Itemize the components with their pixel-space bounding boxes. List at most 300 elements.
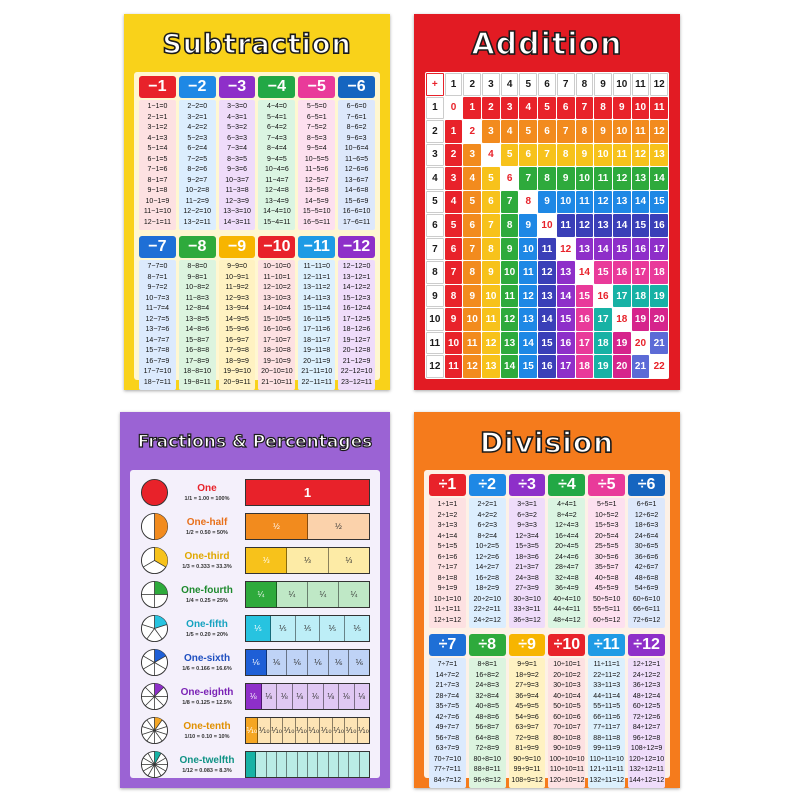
- division-fact: 44÷4=11: [553, 606, 581, 613]
- fraction-circle-icon: [140, 580, 169, 609]
- subtraction-poster: [124, 14, 390, 390]
- addition-cell: 17: [650, 238, 668, 261]
- fraction-bar-segment: ⅕: [271, 616, 296, 641]
- addition-axis-label: 5: [519, 73, 537, 96]
- addition-axis-label: 12: [650, 73, 668, 96]
- division-fact: 100÷10=10: [549, 755, 585, 763]
- division-fact: 24÷6=4: [634, 532, 659, 540]
- subtraction-fact: 8−2=6: [187, 166, 208, 173]
- addition-cell: 15: [613, 238, 631, 261]
- division-fact: 63÷9=7: [515, 724, 539, 731]
- addition-cell: 17: [557, 355, 575, 378]
- division-fact: 24÷2=12: [473, 616, 501, 624]
- addition-axis-label: 8: [576, 73, 594, 96]
- fraction-bar-segment: [256, 752, 266, 777]
- fraction-equivalence: 1/1 = 1.00 = 100%: [184, 496, 230, 502]
- subtraction-fact: 10−6=4: [344, 145, 369, 152]
- subtraction-fact: 18−11=7: [303, 336, 331, 344]
- fraction-bar-segment: ⅒: [258, 718, 270, 743]
- subtraction-fact: 14−11=3: [303, 294, 331, 302]
- subtraction-fact: 7−7=0: [147, 263, 168, 270]
- subtraction-fact: 11−5=6: [305, 166, 329, 173]
- addition-cell: 14: [557, 285, 575, 308]
- addition-cell: 9: [445, 308, 463, 331]
- subtraction-fact: 11−4=7: [265, 176, 289, 184]
- subtraction-fact: 11−7=4: [145, 305, 170, 312]
- subtraction-fact: 17−7=10: [143, 368, 172, 375]
- addition-cell: 13: [632, 167, 650, 190]
- division-header: ÷3: [509, 474, 546, 496]
- division-fact: 7÷1=7: [437, 564, 458, 571]
- subtraction-fact: 11−11=0: [303, 263, 331, 270]
- subtraction-fact: 9−1=8: [147, 187, 168, 194]
- addition-cell: 21: [632, 355, 650, 378]
- division-fact: 16÷2=8: [475, 574, 499, 582]
- division-fact: 15÷3=5: [515, 543, 539, 550]
- fraction-bar-segment: ⅕: [320, 616, 345, 641]
- addition-cell: 11: [445, 355, 463, 378]
- subtraction-fact: 20−10=10: [261, 368, 293, 375]
- division-fact: 50÷10=5: [553, 703, 581, 710]
- subtraction-fact: 15−12=3: [342, 294, 371, 302]
- addition-cell: 8: [482, 238, 500, 261]
- subtraction-fact: 15−11=4: [303, 305, 331, 312]
- addition-cell: 2: [482, 97, 500, 120]
- addition-axis-label: 10: [426, 308, 444, 331]
- addition-cell: 6: [557, 97, 575, 120]
- subtraction-fact: 11−1=10: [143, 208, 171, 215]
- division-fact: 6÷2=3: [477, 522, 498, 529]
- addition-cell: 11: [538, 238, 556, 261]
- subtraction-header: −7: [139, 236, 176, 258]
- addition-cell: 7: [463, 238, 481, 261]
- subtraction-fact: 6−5=1: [306, 113, 327, 121]
- fraction-name: One-third: [184, 551, 230, 562]
- division-fact: 28÷4=7: [555, 564, 579, 571]
- subtraction-fact: 10−7=3: [145, 294, 170, 302]
- fraction-bar-segment: ⅕: [296, 616, 321, 641]
- subtraction-fact: 6−1=5: [147, 155, 168, 163]
- fraction-name: One-half: [186, 517, 228, 528]
- division-fact: 30÷5=6: [594, 553, 619, 561]
- fraction-equivalence: 1/8 = 0.125 = 12.5%: [182, 700, 232, 706]
- division-fact: 1÷1=1: [437, 501, 458, 508]
- addition-cell: 10: [576, 167, 594, 190]
- subtraction-fact: 13−2=11: [183, 218, 211, 226]
- addition-cell: 14: [594, 238, 612, 261]
- fraction-bar-segment: ½: [308, 514, 369, 539]
- division-fact: 80÷8=10: [473, 755, 501, 763]
- fraction-bar: [245, 615, 370, 642]
- addition-cell: 9: [501, 238, 519, 261]
- fraction-label: [169, 755, 245, 774]
- subtraction-column: [258, 260, 295, 390]
- addition-cell: 9: [519, 214, 537, 237]
- addition-axis-label: 3: [426, 144, 444, 167]
- division-fact: 70÷7=10: [433, 755, 462, 763]
- addition-cell: 18: [632, 285, 650, 308]
- division-fact: 80÷10=8: [553, 734, 581, 742]
- subtraction-fact: 11−9=2: [225, 284, 249, 291]
- fraction-bar-segment: ⅓: [246, 548, 287, 573]
- fraction-bar-segment: [287, 752, 297, 777]
- addition-cell: 18: [613, 308, 631, 331]
- division-fact: 14÷2=7: [475, 564, 499, 571]
- addition-corner: +: [426, 73, 444, 96]
- division-fact: 6÷3=2: [517, 511, 537, 519]
- addition-cell: 3: [463, 144, 481, 167]
- fraction-circle-icon: [140, 546, 169, 575]
- subtraction-fact: 18−12=6: [342, 326, 371, 333]
- addition-cell: 7: [576, 97, 594, 120]
- addition-axis-label: 2: [463, 73, 481, 96]
- addition-cell: 19: [632, 308, 650, 331]
- addition-cell: 5: [445, 214, 463, 237]
- division-fact: 88÷8=11: [473, 766, 501, 773]
- fraction-label: [169, 517, 245, 536]
- division-fact: 12÷12=1: [632, 661, 661, 668]
- fraction-bar-segment: ⅛: [262, 684, 278, 709]
- subtraction-fact: 11−8=3: [185, 294, 209, 302]
- addition-cell: 8: [594, 97, 612, 120]
- subtraction-fact: 13−7=6: [145, 326, 170, 333]
- fraction-label: [169, 721, 245, 740]
- division-header: ÷8: [469, 634, 506, 656]
- subtraction-fact: 22−12=10: [340, 368, 373, 375]
- division-fact: 33÷11=3: [593, 682, 621, 689]
- fraction-bar: [245, 751, 370, 778]
- addition-axis-label: 6: [538, 73, 556, 96]
- division-fact: 88÷11=8: [593, 734, 621, 742]
- addition-cell: 15: [632, 214, 650, 237]
- division-fact: 18÷2=9: [475, 585, 499, 592]
- addition-cell: 9: [538, 191, 556, 214]
- addition-cell: 12: [519, 285, 537, 308]
- fraction-row: [140, 478, 370, 507]
- division-fact: 72÷12=6: [632, 713, 661, 721]
- fraction-bar-segment: ⅒: [296, 718, 308, 743]
- division-fact: 48÷8=6: [475, 713, 499, 721]
- addition-cell: 10: [519, 238, 537, 261]
- fraction-bar: [245, 717, 370, 744]
- addition-cell: 12: [557, 238, 575, 261]
- division-fact: 50÷5=10: [593, 595, 621, 603]
- division-fact: 28÷7=4: [435, 692, 460, 700]
- division-fact: 33÷3=11: [513, 606, 541, 613]
- division-header: ÷6: [628, 474, 665, 496]
- fraction-circle-icon: [140, 512, 169, 541]
- subtraction-fact: 5−4=1: [266, 113, 287, 121]
- division-fact: 54÷6=9: [634, 585, 659, 592]
- fractions-poster: [120, 412, 390, 788]
- fraction-equivalence: 1/10 = 0.10 = 10%: [184, 734, 230, 740]
- addition-axis-label: 2: [426, 120, 444, 143]
- subtraction-fact: 3−1=2: [147, 124, 168, 131]
- fraction-bar-segment: ⅒: [345, 718, 357, 743]
- subtraction-fact: 8−8=0: [187, 263, 208, 270]
- division-fact: 110÷11=10: [589, 755, 624, 763]
- subtraction-fact: 12−10=2: [263, 284, 291, 291]
- subtraction-fact: 8−1=7: [147, 176, 168, 184]
- subtraction-fact: 12−5=7: [304, 176, 329, 184]
- division-fact: 90÷10=9: [553, 745, 581, 752]
- addition-cell: 12: [632, 144, 650, 167]
- addition-cell: 13: [519, 308, 537, 331]
- subtraction-fact: 18−10=8: [263, 347, 291, 354]
- fraction-bar: [245, 581, 370, 608]
- division-fact: 120÷10=12: [549, 776, 585, 784]
- fraction-row: [140, 716, 370, 745]
- fraction-circle-icon: [140, 478, 169, 507]
- addition-cell: 3: [482, 120, 500, 143]
- division-fact: 45÷9=5: [515, 703, 539, 710]
- addition-cell: 5: [538, 97, 556, 120]
- division-fact: 21÷3=7: [515, 564, 539, 571]
- division-fact: 3÷3=1: [517, 501, 537, 508]
- division-fact: 5÷1=5: [437, 543, 458, 550]
- addition-cell: 16: [650, 214, 668, 237]
- subtraction-fact: 10−4=6: [265, 166, 289, 173]
- division-fact: 32÷4=8: [555, 574, 579, 582]
- division-header: ÷12: [628, 634, 665, 656]
- subtraction-fact: 17−11=6: [303, 326, 331, 333]
- division-fact: 14÷7=2: [435, 671, 460, 679]
- addition-cell: 11: [463, 332, 481, 355]
- division-fact: 35÷5=7: [594, 564, 619, 571]
- addition-cell: 17: [594, 308, 612, 331]
- fraction-bar-segment: [298, 752, 308, 777]
- division-fact: 12÷4=3: [555, 522, 579, 529]
- division-fact: 5÷5=1: [596, 501, 617, 508]
- division-fact: 70÷10=7: [553, 724, 581, 731]
- division-fact: 63÷7=9: [435, 745, 460, 752]
- subtraction-fact: 17−6=11: [343, 218, 371, 226]
- division-fact: 10÷2=5: [475, 543, 499, 550]
- subtraction-fact: 12−3=9: [225, 197, 249, 205]
- addition-cell: 14: [650, 167, 668, 190]
- addition-cell: 2: [445, 144, 463, 167]
- addition-axis-label: 7: [557, 73, 575, 96]
- fraction-bar-segment: [360, 752, 369, 777]
- subtraction-fact: 17−8=9: [185, 357, 210, 365]
- fraction-label: [169, 551, 245, 570]
- subtraction-fact: 21−11=10: [301, 368, 333, 375]
- addition-axis-label: 3: [482, 73, 500, 96]
- subtraction-header: −6: [338, 76, 375, 98]
- subtraction-header: −4: [258, 76, 295, 98]
- subtraction-fact: 9−3=6: [227, 166, 247, 173]
- fraction-circle-icon: [140, 614, 169, 643]
- addition-cell: 12: [650, 120, 668, 143]
- subtraction-header: −5: [298, 76, 335, 98]
- fraction-bar-segment: ⅛: [293, 684, 309, 709]
- subtraction-fact: 22−11=11: [301, 378, 332, 386]
- addition-cell: 4: [501, 120, 519, 143]
- fraction-bar-segment: ¼: [308, 582, 339, 607]
- division-column: [548, 498, 585, 628]
- addition-cell: 6: [482, 191, 500, 214]
- subtraction-fact: 17−9=8: [225, 347, 249, 354]
- fraction-bar-segment: ⅒: [271, 718, 283, 743]
- addition-cell: 7: [445, 261, 463, 284]
- addition-cell: 20: [650, 308, 668, 331]
- fraction-bar-segment: ⅛: [246, 684, 262, 709]
- fraction-bar-segment: ⅙: [308, 650, 329, 675]
- addition-axis-label: 4: [426, 167, 444, 190]
- fraction-bar-segment: ¼: [246, 582, 277, 607]
- division-fact: 24÷4=6: [555, 553, 579, 561]
- fraction-bar-segment: ½: [246, 514, 308, 539]
- subtraction-fact: 12−9=3: [225, 294, 249, 302]
- subtraction-header: −12: [338, 236, 375, 258]
- division-fact: 49÷7=7: [435, 724, 460, 731]
- division-fact: 20÷10=2: [553, 671, 581, 679]
- fraction-bar-segment: ⅒: [358, 718, 369, 743]
- division-fact: 36÷9=4: [515, 692, 539, 700]
- subtraction-fact: 17−12=5: [342, 315, 371, 323]
- addition-cell: 22: [650, 355, 668, 378]
- subtraction-fact: 10−3=7: [225, 176, 249, 184]
- division-fact: 48÷12=4: [632, 692, 661, 700]
- addition-cell: 8: [519, 191, 537, 214]
- subtraction-fact: 11−3=8: [225, 187, 249, 194]
- subtraction-fact: 16−9=7: [225, 336, 249, 344]
- fraction-circle-icon: [140, 648, 169, 677]
- division-fact: 4÷1=4: [437, 532, 458, 540]
- fraction-bar-segment: [318, 752, 328, 777]
- division-column: [588, 498, 625, 628]
- division-fact: 24÷12=2: [632, 671, 661, 679]
- subtraction-fact: 12−12=0: [342, 263, 371, 270]
- division-fact: 77÷7=11: [433, 766, 461, 773]
- addition-cell: 0: [445, 97, 463, 120]
- fraction-bar-segment: ¼: [339, 582, 369, 607]
- division-column: [548, 658, 585, 788]
- addition-cell: 14: [538, 308, 556, 331]
- division-fact: 110÷10=11: [549, 766, 584, 773]
- fraction-bar-segment: ⅙: [267, 650, 288, 675]
- fraction-name: One: [197, 483, 217, 494]
- subtraction-fact: 4−4=0: [266, 103, 287, 110]
- subtraction-fact: 5−3=2: [227, 124, 247, 131]
- addition-cell: 4: [519, 97, 537, 120]
- division-fact: 18÷6=3: [634, 522, 659, 529]
- addition-cell: 13: [501, 332, 519, 355]
- division-fact: 48÷4=12: [553, 616, 581, 624]
- subtraction-fact: 9−9=0: [227, 263, 247, 270]
- subtraction-fact: 10−2=8: [185, 187, 210, 194]
- addition-title: Addition: [471, 26, 623, 62]
- division-fact: 21÷7=3: [435, 682, 460, 689]
- division-fact: 8÷4=2: [557, 511, 577, 519]
- division-fact: 16÷8=2: [475, 671, 499, 679]
- division-panel: [424, 470, 670, 784]
- fraction-bar-segment: [339, 752, 349, 777]
- subtraction-fact: 21−10=11: [261, 378, 293, 386]
- addition-cell: 19: [613, 332, 631, 355]
- subtraction-fact: 6−6=0: [346, 103, 367, 110]
- division-fact: 18÷9=2: [515, 671, 539, 679]
- addition-cell: 15: [538, 332, 556, 355]
- addition-cell: 12: [501, 308, 519, 331]
- division-fact: 40÷4=10: [553, 595, 581, 603]
- fraction-bar: [245, 513, 370, 540]
- division-fact: 18÷3=6: [515, 553, 539, 561]
- subtraction-fact: 6−2=4: [187, 145, 208, 152]
- subtraction-fact: 6−4=2: [266, 124, 287, 131]
- division-column: [429, 498, 466, 628]
- addition-cell: 6: [445, 238, 463, 261]
- subtraction-fact: 14−5=9: [304, 197, 329, 205]
- addition-axis-label: 11: [632, 73, 650, 96]
- division-fact: 108÷12=9: [630, 745, 663, 752]
- division-fact: 96÷8=12: [473, 776, 501, 784]
- subtraction-fact: 19−8=11: [183, 378, 211, 386]
- subtraction-fact: 10−1=9: [145, 197, 170, 205]
- division-fact: 10÷10=1: [553, 661, 581, 668]
- fraction-equivalence: 1/4 = 0.25 = 25%: [186, 598, 228, 604]
- subtraction-fact: 16−7=9: [145, 357, 170, 365]
- subtraction-fact: 4−2=2: [187, 124, 208, 131]
- division-fact: 2÷2=1: [477, 501, 498, 508]
- subtraction-column: [298, 100, 335, 230]
- fraction-bar-segment: ⅛: [277, 684, 293, 709]
- division-fact: 45÷5=9: [594, 585, 619, 592]
- addition-cell: 16: [538, 355, 556, 378]
- division-header: ÷10: [548, 634, 585, 656]
- subtraction-fact: 13−12=1: [342, 273, 371, 281]
- addition-cell: 4: [482, 144, 500, 167]
- addition-cell: 7: [557, 120, 575, 143]
- fraction-bar-segment: ⅒: [320, 718, 332, 743]
- division-fact: 60÷10=6: [553, 713, 581, 721]
- subtraction-fact: 1−1=0: [147, 103, 168, 110]
- fraction-name: One-twelfth: [179, 755, 235, 766]
- addition-cell: 13: [538, 285, 556, 308]
- addition-axis-label: 4: [501, 73, 519, 96]
- fraction-label: [169, 483, 245, 502]
- division-column: [509, 498, 546, 628]
- addition-cell: 13: [557, 261, 575, 284]
- addition-cell: 8: [445, 285, 463, 308]
- division-fact: 99÷9=11: [513, 766, 541, 773]
- addition-axis-label: 9: [426, 285, 444, 308]
- fraction-bar-segment: ⅓: [287, 548, 328, 573]
- addition-cell: 7: [519, 167, 537, 190]
- subtraction-header: −10: [258, 236, 295, 258]
- fraction-circle-icon: [140, 750, 169, 779]
- division-fact: 12÷1=12: [433, 616, 462, 624]
- subtraction-header: −3: [219, 76, 256, 98]
- subtraction-panel: [134, 72, 380, 386]
- addition-cell: 18: [594, 332, 612, 355]
- subtraction-fact: 12−4=8: [265, 187, 289, 194]
- addition-cell: 9: [557, 167, 575, 190]
- fraction-bar-segment: ⅙: [349, 650, 369, 675]
- addition-cell: 5: [463, 191, 481, 214]
- subtraction-fact: 7−6=1: [346, 113, 367, 121]
- addition-cell: 7: [482, 214, 500, 237]
- division-column: [628, 658, 665, 788]
- division-fact: 132÷12=11: [629, 766, 664, 773]
- subtraction-title: Subtraction: [162, 28, 352, 60]
- addition-cell: 10: [445, 332, 463, 355]
- fraction-bar-segment: ⅒: [246, 718, 258, 743]
- division-header: ÷7: [429, 634, 466, 656]
- fraction-bar-segment: ⅒: [333, 718, 345, 743]
- division-fact: 22÷11=2: [593, 671, 621, 679]
- fraction-row: [140, 682, 370, 711]
